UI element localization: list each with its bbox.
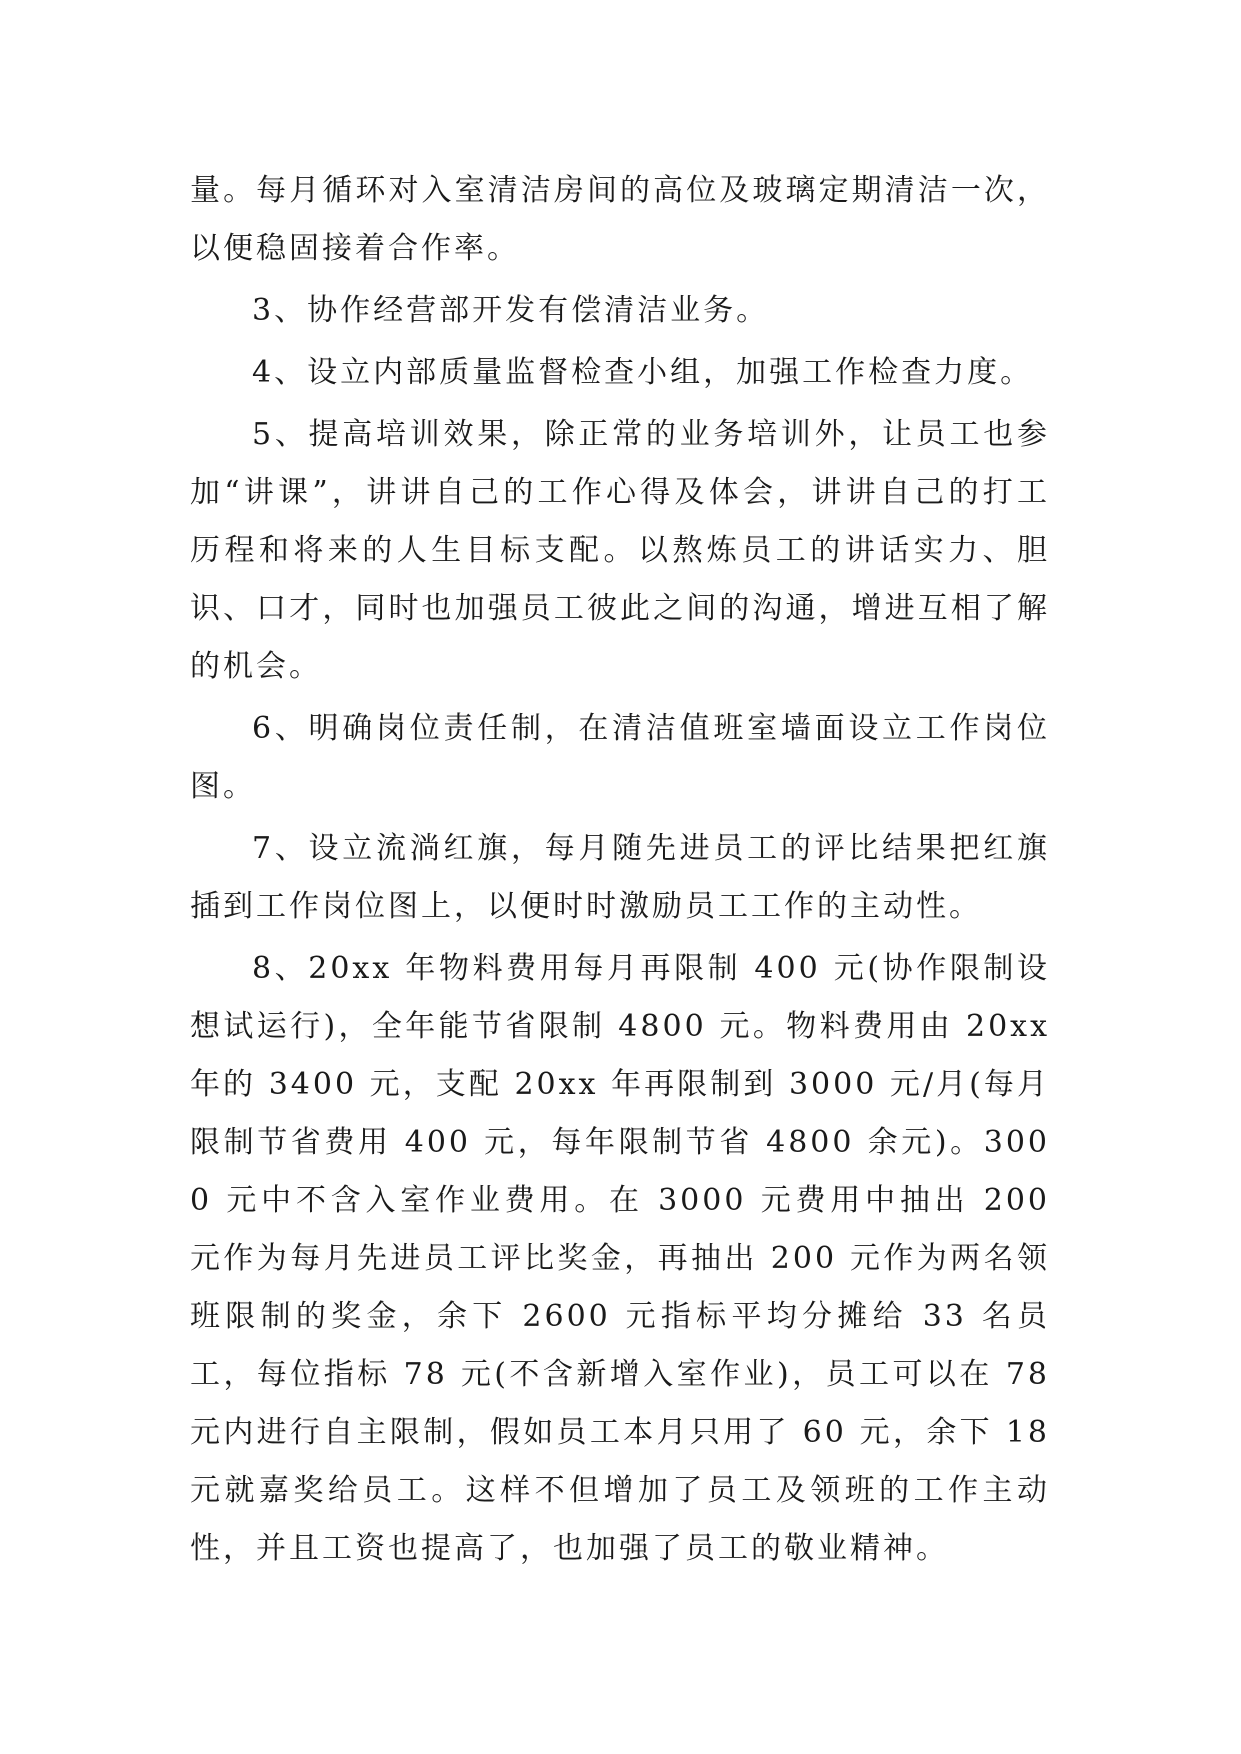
document-page bbox=[190, 162, 1050, 1578]
paragraph-item-6: 6、明确岗位责任制，在清洁值班室墙面设立工作岗位图。 bbox=[190, 711, 1050, 804]
paragraph-item-5: 5、提高培训效果，除正常的业务培训外，让员工也参加“讲课”，讲讲自己的工作心得及体会，讲讲自己的打工历程和将来的人生目标支配。以熬炼员工的讲话实力、胆识、口才，同时也加强员工彼此之间的沟通，增进互相了解的机会。 bbox=[190, 417, 1050, 684]
paragraph-item-7: 7、设立流淌红旗，每月随先进员工的评比结果把红旗插到工作岗位图上，以便时时激励员工工作的主动性。 bbox=[190, 831, 1050, 924]
paragraph-item-3: 3、协作经营部开发有偿清洁业务。 bbox=[252, 293, 770, 328]
paragraph-continuation: 量。每月循环对入室清洁房间的高位及玻璃定期清洁一次，以便稳固接着合作率。 bbox=[190, 173, 1050, 266]
paragraph-item-4: 4、设立内部质量监督检查小组，加强工作检查力度。 bbox=[252, 355, 1034, 390]
paragraph-item-8: 8、20xx 年物料费用每月再限制 400 元(协作限制设想试运行)，全年能节省限制 4800 元。物料费用由 20xx 年的 3400 元，支配 20xx 年再限制到 3000 元/月(每月限制节省费用 400 元，每年限制节省 4800 余元)。3000 元中不含入室作业费用。在 3000 元费用中抽出 200 元作为每月先进员工评比奖金，再抽出 200 元作为两名领班限制的奖金，余下 2600 元指标平均分摊给 33 名员工，每位指标 78 元(不含新增入室作业)，员工可以在 78 元内进行自主限制，假如员工本月只用了 60 元，余下 18 元就嘉奖给员工。这样不但增加了员工及领班的工作主动性，并且工资也提高了，也加强了员工的敬业精神。 bbox=[190, 951, 1050, 1566]
